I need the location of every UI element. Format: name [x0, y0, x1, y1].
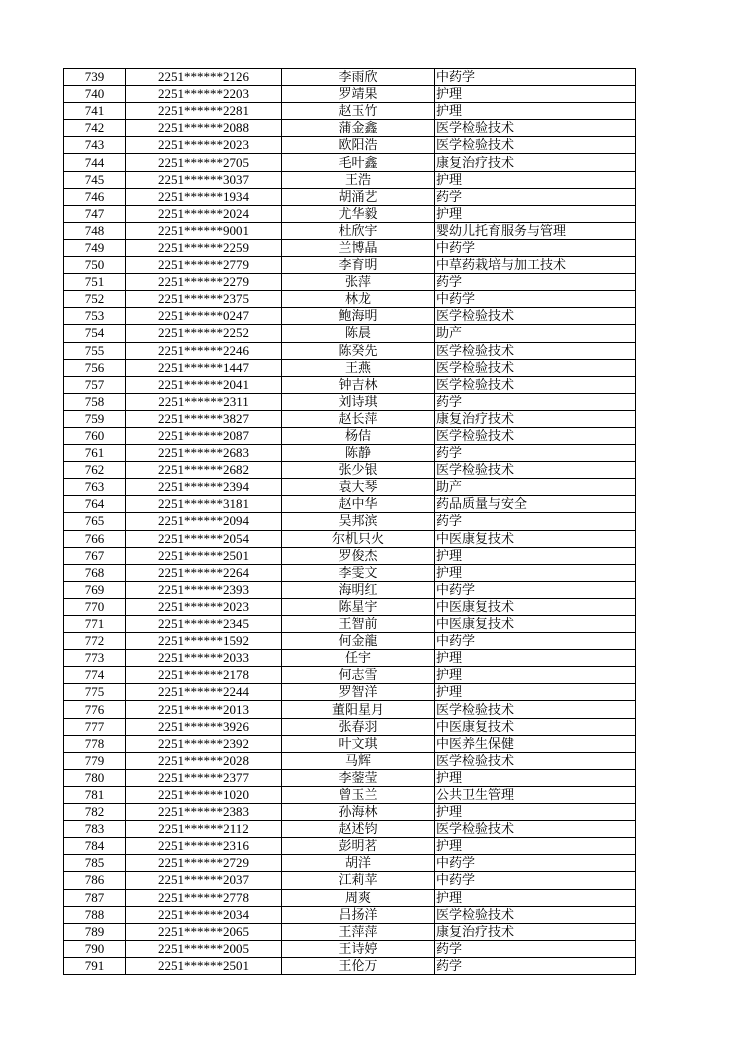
row-number-cell: 780 — [64, 769, 126, 786]
student-name-cell: 赵述钧 — [282, 821, 435, 838]
major-cell: 康复治疗技术 — [435, 410, 636, 427]
major-cell: 中草药栽培与加工技术 — [435, 257, 636, 274]
table-row — [64, 376, 636, 393]
student-name-cell: 兰博晶 — [282, 239, 435, 256]
student-name-cell: 欧阳浩 — [282, 137, 435, 154]
student-name-cell: 陈静 — [282, 445, 435, 462]
row-number-cell: 769 — [64, 581, 126, 598]
major-cell: 药学 — [435, 274, 636, 291]
table-row — [64, 137, 636, 154]
table-row — [64, 171, 636, 188]
student-id-cell: 2251******2394 — [126, 479, 282, 496]
student-id-cell: 2251******2779 — [126, 257, 282, 274]
major-cell: 中医康复技术 — [435, 530, 636, 547]
table-row — [64, 650, 636, 667]
student-name-cell: 李雯文 — [282, 564, 435, 581]
student-id-cell: 2251******2054 — [126, 530, 282, 547]
student-id-cell: 2251******0247 — [126, 308, 282, 325]
table-row — [64, 188, 636, 205]
student-name-cell: 罗俊杰 — [282, 547, 435, 564]
student-name-cell: 袁大琴 — [282, 479, 435, 496]
student-name-cell: 马辉 — [282, 752, 435, 769]
table-row — [64, 154, 636, 171]
row-number-cell: 786 — [64, 872, 126, 889]
major-cell: 护理 — [435, 889, 636, 906]
student-id-cell: 2251******2264 — [126, 564, 282, 581]
row-number-cell: 744 — [64, 154, 126, 171]
student-name-cell: 林龙 — [282, 291, 435, 308]
student-id-cell: 2251******2034 — [126, 906, 282, 923]
student-id-cell: 2251******2023 — [126, 598, 282, 615]
major-cell: 护理 — [435, 804, 636, 821]
student-name-cell: 杜欣宇 — [282, 222, 435, 239]
row-number-cell: 755 — [64, 342, 126, 359]
table-row — [64, 718, 636, 735]
student-name-cell: 杨佶 — [282, 427, 435, 444]
major-cell: 中医康复技术 — [435, 616, 636, 633]
major-cell: 中医养生保健 — [435, 735, 636, 752]
row-number-cell: 760 — [64, 427, 126, 444]
major-cell: 药品质量与安全 — [435, 496, 636, 513]
row-number-cell: 783 — [64, 821, 126, 838]
student-name-cell: 陈星宇 — [282, 598, 435, 615]
student-id-cell: 2251******2501 — [126, 957, 282, 974]
student-id-cell: 2251******2088 — [126, 120, 282, 137]
major-cell: 医学检验技术 — [435, 342, 636, 359]
major-cell: 药学 — [435, 513, 636, 530]
student-id-cell: 2251******2375 — [126, 291, 282, 308]
student-name-cell: 尤华毅 — [282, 205, 435, 222]
table-row — [64, 257, 636, 274]
major-cell: 医学检验技术 — [435, 821, 636, 838]
row-number-cell: 758 — [64, 393, 126, 410]
table-row — [64, 308, 636, 325]
student-id-cell: 2251******2259 — [126, 239, 282, 256]
major-cell: 中药学 — [435, 633, 636, 650]
student-name-cell: 彭明茗 — [282, 838, 435, 855]
major-cell: 医学检验技术 — [435, 462, 636, 479]
major-cell: 医学检验技术 — [435, 752, 636, 769]
row-number-cell: 763 — [64, 479, 126, 496]
major-cell: 中医康复技术 — [435, 718, 636, 735]
table-row — [64, 701, 636, 718]
major-cell: 护理 — [435, 564, 636, 581]
student-name-cell: 曾玉兰 — [282, 786, 435, 803]
row-number-cell: 768 — [64, 564, 126, 581]
table-row — [64, 496, 636, 513]
major-cell: 护理 — [435, 103, 636, 120]
student-name-cell: 李雨欣 — [282, 69, 435, 86]
student-name-cell: 鲍海明 — [282, 308, 435, 325]
student-name-cell: 叶文琪 — [282, 735, 435, 752]
student-id-cell: 2251******2041 — [126, 376, 282, 393]
student-id-cell: 2251******2383 — [126, 804, 282, 821]
row-number-cell: 748 — [64, 222, 126, 239]
row-number-cell: 782 — [64, 804, 126, 821]
student-id-cell: 2251******2279 — [126, 274, 282, 291]
major-cell: 药学 — [435, 957, 636, 974]
student-name-cell: 孙海林 — [282, 804, 435, 821]
student-id-cell: 2251******2778 — [126, 889, 282, 906]
major-cell: 医学检验技术 — [435, 906, 636, 923]
table-row — [64, 479, 636, 496]
table-row — [64, 239, 636, 256]
table-row — [64, 564, 636, 581]
student-id-cell: 2251******2392 — [126, 735, 282, 752]
student-name-cell: 李育明 — [282, 257, 435, 274]
row-number-cell: 781 — [64, 786, 126, 803]
major-cell: 助产 — [435, 325, 636, 342]
table-row — [64, 513, 636, 530]
student-id-cell: 2251******3037 — [126, 171, 282, 188]
table-row — [64, 222, 636, 239]
student-id-cell: 2251******2393 — [126, 581, 282, 598]
student-name-cell: 王萍萍 — [282, 923, 435, 940]
major-cell: 中药学 — [435, 872, 636, 889]
student-id-cell: 2251******2013 — [126, 701, 282, 718]
student-name-cell: 张萍 — [282, 274, 435, 291]
row-number-cell: 749 — [64, 239, 126, 256]
row-number-cell: 791 — [64, 957, 126, 974]
table-row — [64, 940, 636, 957]
row-number-cell: 764 — [64, 496, 126, 513]
student-name-cell: 罗智洋 — [282, 684, 435, 701]
table-row — [64, 410, 636, 427]
student-name-cell: 吕扬洋 — [282, 906, 435, 923]
student-name-cell: 赵玉竹 — [282, 103, 435, 120]
row-number-cell: 772 — [64, 633, 126, 650]
student-name-cell: 胡涌艺 — [282, 188, 435, 205]
student-id-cell: 2251******2033 — [126, 650, 282, 667]
student-id-cell: 2251******2005 — [126, 940, 282, 957]
student-name-cell: 胡洋 — [282, 855, 435, 872]
table-row — [64, 462, 636, 479]
major-cell: 医学检验技术 — [435, 137, 636, 154]
row-number-cell: 774 — [64, 667, 126, 684]
student-name-cell: 赵中华 — [282, 496, 435, 513]
student-list-table — [63, 68, 636, 975]
major-cell: 护理 — [435, 684, 636, 701]
table-body — [64, 69, 636, 975]
table-row — [64, 786, 636, 803]
table-row — [64, 906, 636, 923]
student-id-cell: 2251******3181 — [126, 496, 282, 513]
student-name-cell: 王浩 — [282, 171, 435, 188]
student-name-cell: 张春羽 — [282, 718, 435, 735]
major-cell: 康复治疗技术 — [435, 154, 636, 171]
student-id-cell: 2251******2377 — [126, 769, 282, 786]
student-id-cell: 2251******2178 — [126, 667, 282, 684]
student-id-cell: 2251******2094 — [126, 513, 282, 530]
student-name-cell: 吴邦滨 — [282, 513, 435, 530]
row-number-cell: 766 — [64, 530, 126, 547]
major-cell: 护理 — [435, 547, 636, 564]
student-name-cell: 何志雪 — [282, 667, 435, 684]
student-id-cell: 2251******3926 — [126, 718, 282, 735]
row-number-cell: 743 — [64, 137, 126, 154]
major-cell: 护理 — [435, 769, 636, 786]
student-id-cell: 2251******2028 — [126, 752, 282, 769]
row-number-cell: 762 — [64, 462, 126, 479]
row-number-cell: 778 — [64, 735, 126, 752]
table-row — [64, 581, 636, 598]
table-row — [64, 735, 636, 752]
row-number-cell: 767 — [64, 547, 126, 564]
row-number-cell: 776 — [64, 701, 126, 718]
student-name-cell: 江莉苹 — [282, 872, 435, 889]
major-cell: 医学检验技术 — [435, 120, 636, 137]
student-id-cell: 2251******2683 — [126, 445, 282, 462]
student-name-cell: 王伦万 — [282, 957, 435, 974]
student-id-cell: 2251******2682 — [126, 462, 282, 479]
row-number-cell: 775 — [64, 684, 126, 701]
student-id-cell: 2251******3827 — [126, 410, 282, 427]
student-name-cell: 尔机只火 — [282, 530, 435, 547]
major-cell: 护理 — [435, 838, 636, 855]
major-cell: 中医康复技术 — [435, 598, 636, 615]
table-row — [64, 752, 636, 769]
table-row — [64, 872, 636, 889]
row-number-cell: 741 — [64, 103, 126, 120]
major-cell: 护理 — [435, 171, 636, 188]
row-number-cell: 789 — [64, 923, 126, 940]
table-row — [64, 342, 636, 359]
student-name-cell: 海明红 — [282, 581, 435, 598]
row-number-cell: 754 — [64, 325, 126, 342]
table-row — [64, 427, 636, 444]
table-row — [64, 359, 636, 376]
table-row — [64, 325, 636, 342]
major-cell: 药学 — [435, 445, 636, 462]
row-number-cell: 752 — [64, 291, 126, 308]
student-name-cell: 钟吉林 — [282, 376, 435, 393]
student-name-cell: 罗靖果 — [282, 86, 435, 103]
row-number-cell: 777 — [64, 718, 126, 735]
row-number-cell: 785 — [64, 855, 126, 872]
table-row — [64, 804, 636, 821]
row-number-cell: 742 — [64, 120, 126, 137]
student-name-cell: 陈癸先 — [282, 342, 435, 359]
major-cell: 药学 — [435, 188, 636, 205]
student-name-cell: 何金龍 — [282, 633, 435, 650]
student-name-cell: 周爽 — [282, 889, 435, 906]
major-cell: 医学检验技术 — [435, 308, 636, 325]
table-row — [64, 445, 636, 462]
student-id-cell: 2251******2281 — [126, 103, 282, 120]
student-name-cell: 王智前 — [282, 616, 435, 633]
student-id-cell: 2251******2087 — [126, 427, 282, 444]
table-row — [64, 69, 636, 86]
major-cell: 公共卫生管理 — [435, 786, 636, 803]
student-id-cell: 2251******1592 — [126, 633, 282, 650]
table-row — [64, 855, 636, 872]
major-cell: 中药学 — [435, 69, 636, 86]
row-number-cell: 740 — [64, 86, 126, 103]
major-cell: 康复治疗技术 — [435, 923, 636, 940]
student-id-cell: 2251******2705 — [126, 154, 282, 171]
row-number-cell: 784 — [64, 838, 126, 855]
row-number-cell: 759 — [64, 410, 126, 427]
student-name-cell: 王燕 — [282, 359, 435, 376]
table-row — [64, 86, 636, 103]
student-name-cell: 陈晨 — [282, 325, 435, 342]
student-id-cell: 2251******2023 — [126, 137, 282, 154]
student-id-cell: 2251******2316 — [126, 838, 282, 855]
student-name-cell: 刘诗琪 — [282, 393, 435, 410]
table-row — [64, 393, 636, 410]
major-cell: 医学检验技术 — [435, 427, 636, 444]
student-id-cell: 2251******2112 — [126, 821, 282, 838]
table-row — [64, 120, 636, 137]
student-id-cell: 2251******1447 — [126, 359, 282, 376]
student-name-cell: 蒲金鑫 — [282, 120, 435, 137]
row-number-cell: 770 — [64, 598, 126, 615]
row-number-cell: 739 — [64, 69, 126, 86]
student-name-cell: 李蓥莹 — [282, 769, 435, 786]
table-row — [64, 667, 636, 684]
table-row — [64, 530, 636, 547]
student-name-cell: 赵长萍 — [282, 410, 435, 427]
major-cell: 医学检验技术 — [435, 701, 636, 718]
student-name-cell: 任宇 — [282, 650, 435, 667]
table-row — [64, 889, 636, 906]
student-id-cell: 2251******2203 — [126, 86, 282, 103]
table-row — [64, 923, 636, 940]
major-cell: 中药学 — [435, 581, 636, 598]
row-number-cell: 747 — [64, 205, 126, 222]
major-cell: 护理 — [435, 205, 636, 222]
student-name-cell: 董阳星月 — [282, 701, 435, 718]
table-row — [64, 633, 636, 650]
student-name-cell: 张少银 — [282, 462, 435, 479]
row-number-cell: 773 — [64, 650, 126, 667]
student-id-cell: 2251******9001 — [126, 222, 282, 239]
table-row — [64, 205, 636, 222]
student-id-cell: 2251******2345 — [126, 616, 282, 633]
student-id-cell: 2251******2246 — [126, 342, 282, 359]
major-cell: 药学 — [435, 393, 636, 410]
row-number-cell: 790 — [64, 940, 126, 957]
row-number-cell: 746 — [64, 188, 126, 205]
student-id-cell: 2251******1020 — [126, 786, 282, 803]
row-number-cell: 765 — [64, 513, 126, 530]
table-row — [64, 547, 636, 564]
major-cell: 医学检验技术 — [435, 376, 636, 393]
table-row — [64, 291, 636, 308]
student-name-cell: 王诗婷 — [282, 940, 435, 957]
row-number-cell: 787 — [64, 889, 126, 906]
row-number-cell: 753 — [64, 308, 126, 325]
major-cell: 中药学 — [435, 239, 636, 256]
row-number-cell: 745 — [64, 171, 126, 188]
major-cell: 中药学 — [435, 855, 636, 872]
table-row — [64, 957, 636, 974]
row-number-cell: 761 — [64, 445, 126, 462]
major-cell: 助产 — [435, 479, 636, 496]
student-id-cell: 2251******2037 — [126, 872, 282, 889]
table-row — [64, 821, 636, 838]
row-number-cell: 771 — [64, 616, 126, 633]
table-row — [64, 598, 636, 615]
row-number-cell: 757 — [64, 376, 126, 393]
student-id-cell: 2251******2252 — [126, 325, 282, 342]
table-row — [64, 103, 636, 120]
row-number-cell: 756 — [64, 359, 126, 376]
major-cell: 药学 — [435, 940, 636, 957]
major-cell: 医学检验技术 — [435, 359, 636, 376]
table-row — [64, 684, 636, 701]
major-cell: 婴幼儿托育服务与管理 — [435, 222, 636, 239]
table-row — [64, 838, 636, 855]
student-id-cell: 2251******2311 — [126, 393, 282, 410]
row-number-cell: 751 — [64, 274, 126, 291]
student-id-cell: 2251******2024 — [126, 205, 282, 222]
student-name-cell: 毛叶鑫 — [282, 154, 435, 171]
table-row — [64, 274, 636, 291]
major-cell: 护理 — [435, 86, 636, 103]
row-number-cell: 750 — [64, 257, 126, 274]
table-row — [64, 616, 636, 633]
student-id-cell: 2251******2244 — [126, 684, 282, 701]
student-id-cell: 2251******2501 — [126, 547, 282, 564]
row-number-cell: 779 — [64, 752, 126, 769]
major-cell: 护理 — [435, 650, 636, 667]
table-row — [64, 769, 636, 786]
major-cell: 护理 — [435, 667, 636, 684]
student-id-cell: 2251******1934 — [126, 188, 282, 205]
major-cell: 中药学 — [435, 291, 636, 308]
student-id-cell: 2251******2126 — [126, 69, 282, 86]
student-id-cell: 2251******2729 — [126, 855, 282, 872]
student-id-cell: 2251******2065 — [126, 923, 282, 940]
row-number-cell: 788 — [64, 906, 126, 923]
